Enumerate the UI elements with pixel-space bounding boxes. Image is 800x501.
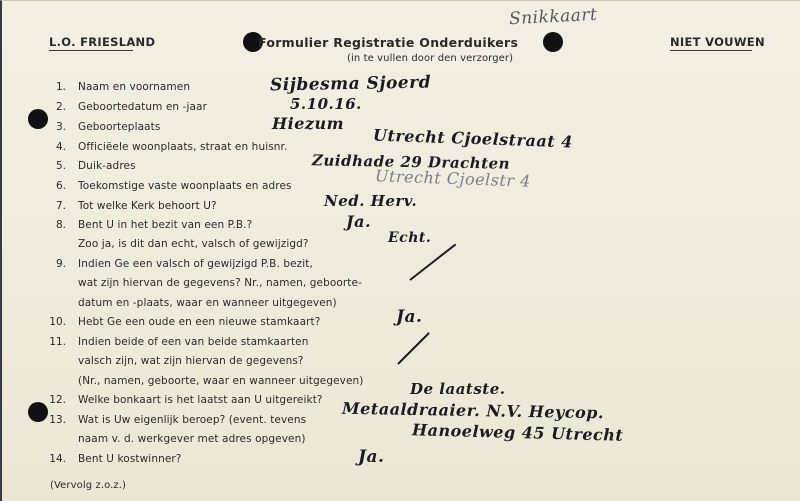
question-text: Welke bonkaart is het laatst aan U uitgereikt? [78, 394, 323, 406]
question-text: Toekomstige vaste woonplaats en adres [78, 180, 292, 192]
question-text: Geboortedatum en -jaar [78, 101, 207, 113]
form-subtitle: (in te vullen door den verzorger) [347, 53, 514, 64]
question-number: 4. [55, 141, 66, 153]
question-number: 11. [49, 336, 66, 348]
question-text: valsch zijn, wat zijn hiervan de gegevens? [78, 355, 304, 367]
answer-profession-line2: Hanoelweg 45 Utrecht [411, 420, 624, 445]
punch-hole [543, 32, 563, 52]
question-text: (Nr., namen, geboorte, waar en wanneer uitgegeven) [78, 375, 364, 387]
header-left-underline [49, 50, 133, 51]
question-text: Zoo ja, is dit dan echt, valsch of gewijzigd? [78, 238, 309, 250]
question-number: 8. [55, 219, 66, 231]
question-text: Officiëele woonplaats, straat en huisnr. [78, 141, 288, 153]
question-text: wat zijn hiervan de gegevens? Nr., namen, geboorte- [78, 277, 362, 289]
question-text: Bent U kostwinner? [78, 453, 182, 465]
question-number: 14. [49, 453, 66, 465]
question-text: naam v. d. werkgever met adres opgeven) [78, 433, 306, 445]
question-number: 3. [55, 121, 66, 133]
header-left: L.O. FRIESLAND [49, 35, 156, 49]
header-right-underline [670, 50, 752, 51]
answer-church: Ned. Herv. [324, 192, 418, 210]
question-text: datum en -plaats, waar en wanneer uitgegeven) [78, 297, 337, 309]
answer-breadwinner: Ja. [358, 447, 385, 467]
question-text: Bent U in het bezit van een P.B.? [78, 219, 253, 231]
question-text: Indien beide of een van beide stamkaarten [78, 336, 309, 348]
answer-birthplace: Hiezum [272, 114, 345, 133]
question-number: 10. [49, 316, 66, 328]
answer-has-pb: Ja. [346, 212, 372, 231]
answer-hiding-address: Zuidhade 29 Drachten [311, 151, 511, 173]
answer-profession-line1: Metaaldraaier. N.V. Heycop. [341, 398, 605, 423]
answer-name: Sijbesma Sjoerd [269, 72, 432, 96]
question-number: 7. [55, 200, 66, 212]
answer-future-address: Utrecht Cjoelstr 4 [374, 166, 532, 191]
question-text: Duik-adres [78, 160, 136, 172]
answer-has-stamkaart: Ja. [396, 307, 423, 327]
question-number: 1. [55, 81, 66, 93]
answer-residence: Utrecht Cjoelstraat 4 [372, 125, 574, 152]
question-text: Tot welke Kerk behoort U? [78, 200, 217, 212]
question-text: Hebt Ge een oude en een nieuwe stamkaart? [78, 316, 321, 328]
question-number: 5. [55, 160, 66, 172]
question-text: Indien Ge een valsch of gewijzigd P.B. bezit, [78, 258, 313, 270]
header-right: NIET VOUWEN [670, 35, 765, 49]
question-text: Naam en voornamen [78, 81, 191, 93]
question-number: 13. [49, 414, 66, 426]
question-text: Wat is Uw eigenlijk beroep? (event. tevens [78, 414, 307, 426]
answer-bonkaart: De laatste. [410, 380, 506, 398]
dash-stroke [397, 332, 430, 365]
question-number: 9. [55, 258, 66, 270]
question-number: 2. [55, 101, 66, 113]
answer-birthdate: 5.10.16. [290, 95, 362, 113]
form-title: Formulier Registratie Onderduikers [258, 35, 519, 50]
footer-note: (Vervolg z.o.z.) [50, 480, 127, 491]
question-number: 12. [49, 394, 66, 406]
answer-pb-genuine: Echt. [388, 230, 432, 246]
question-number: 6. [55, 180, 66, 192]
question-text: Geboorteplaats [78, 121, 161, 133]
handwritten-annotation: Snikkaart [508, 4, 598, 30]
dash-stroke [409, 244, 456, 281]
